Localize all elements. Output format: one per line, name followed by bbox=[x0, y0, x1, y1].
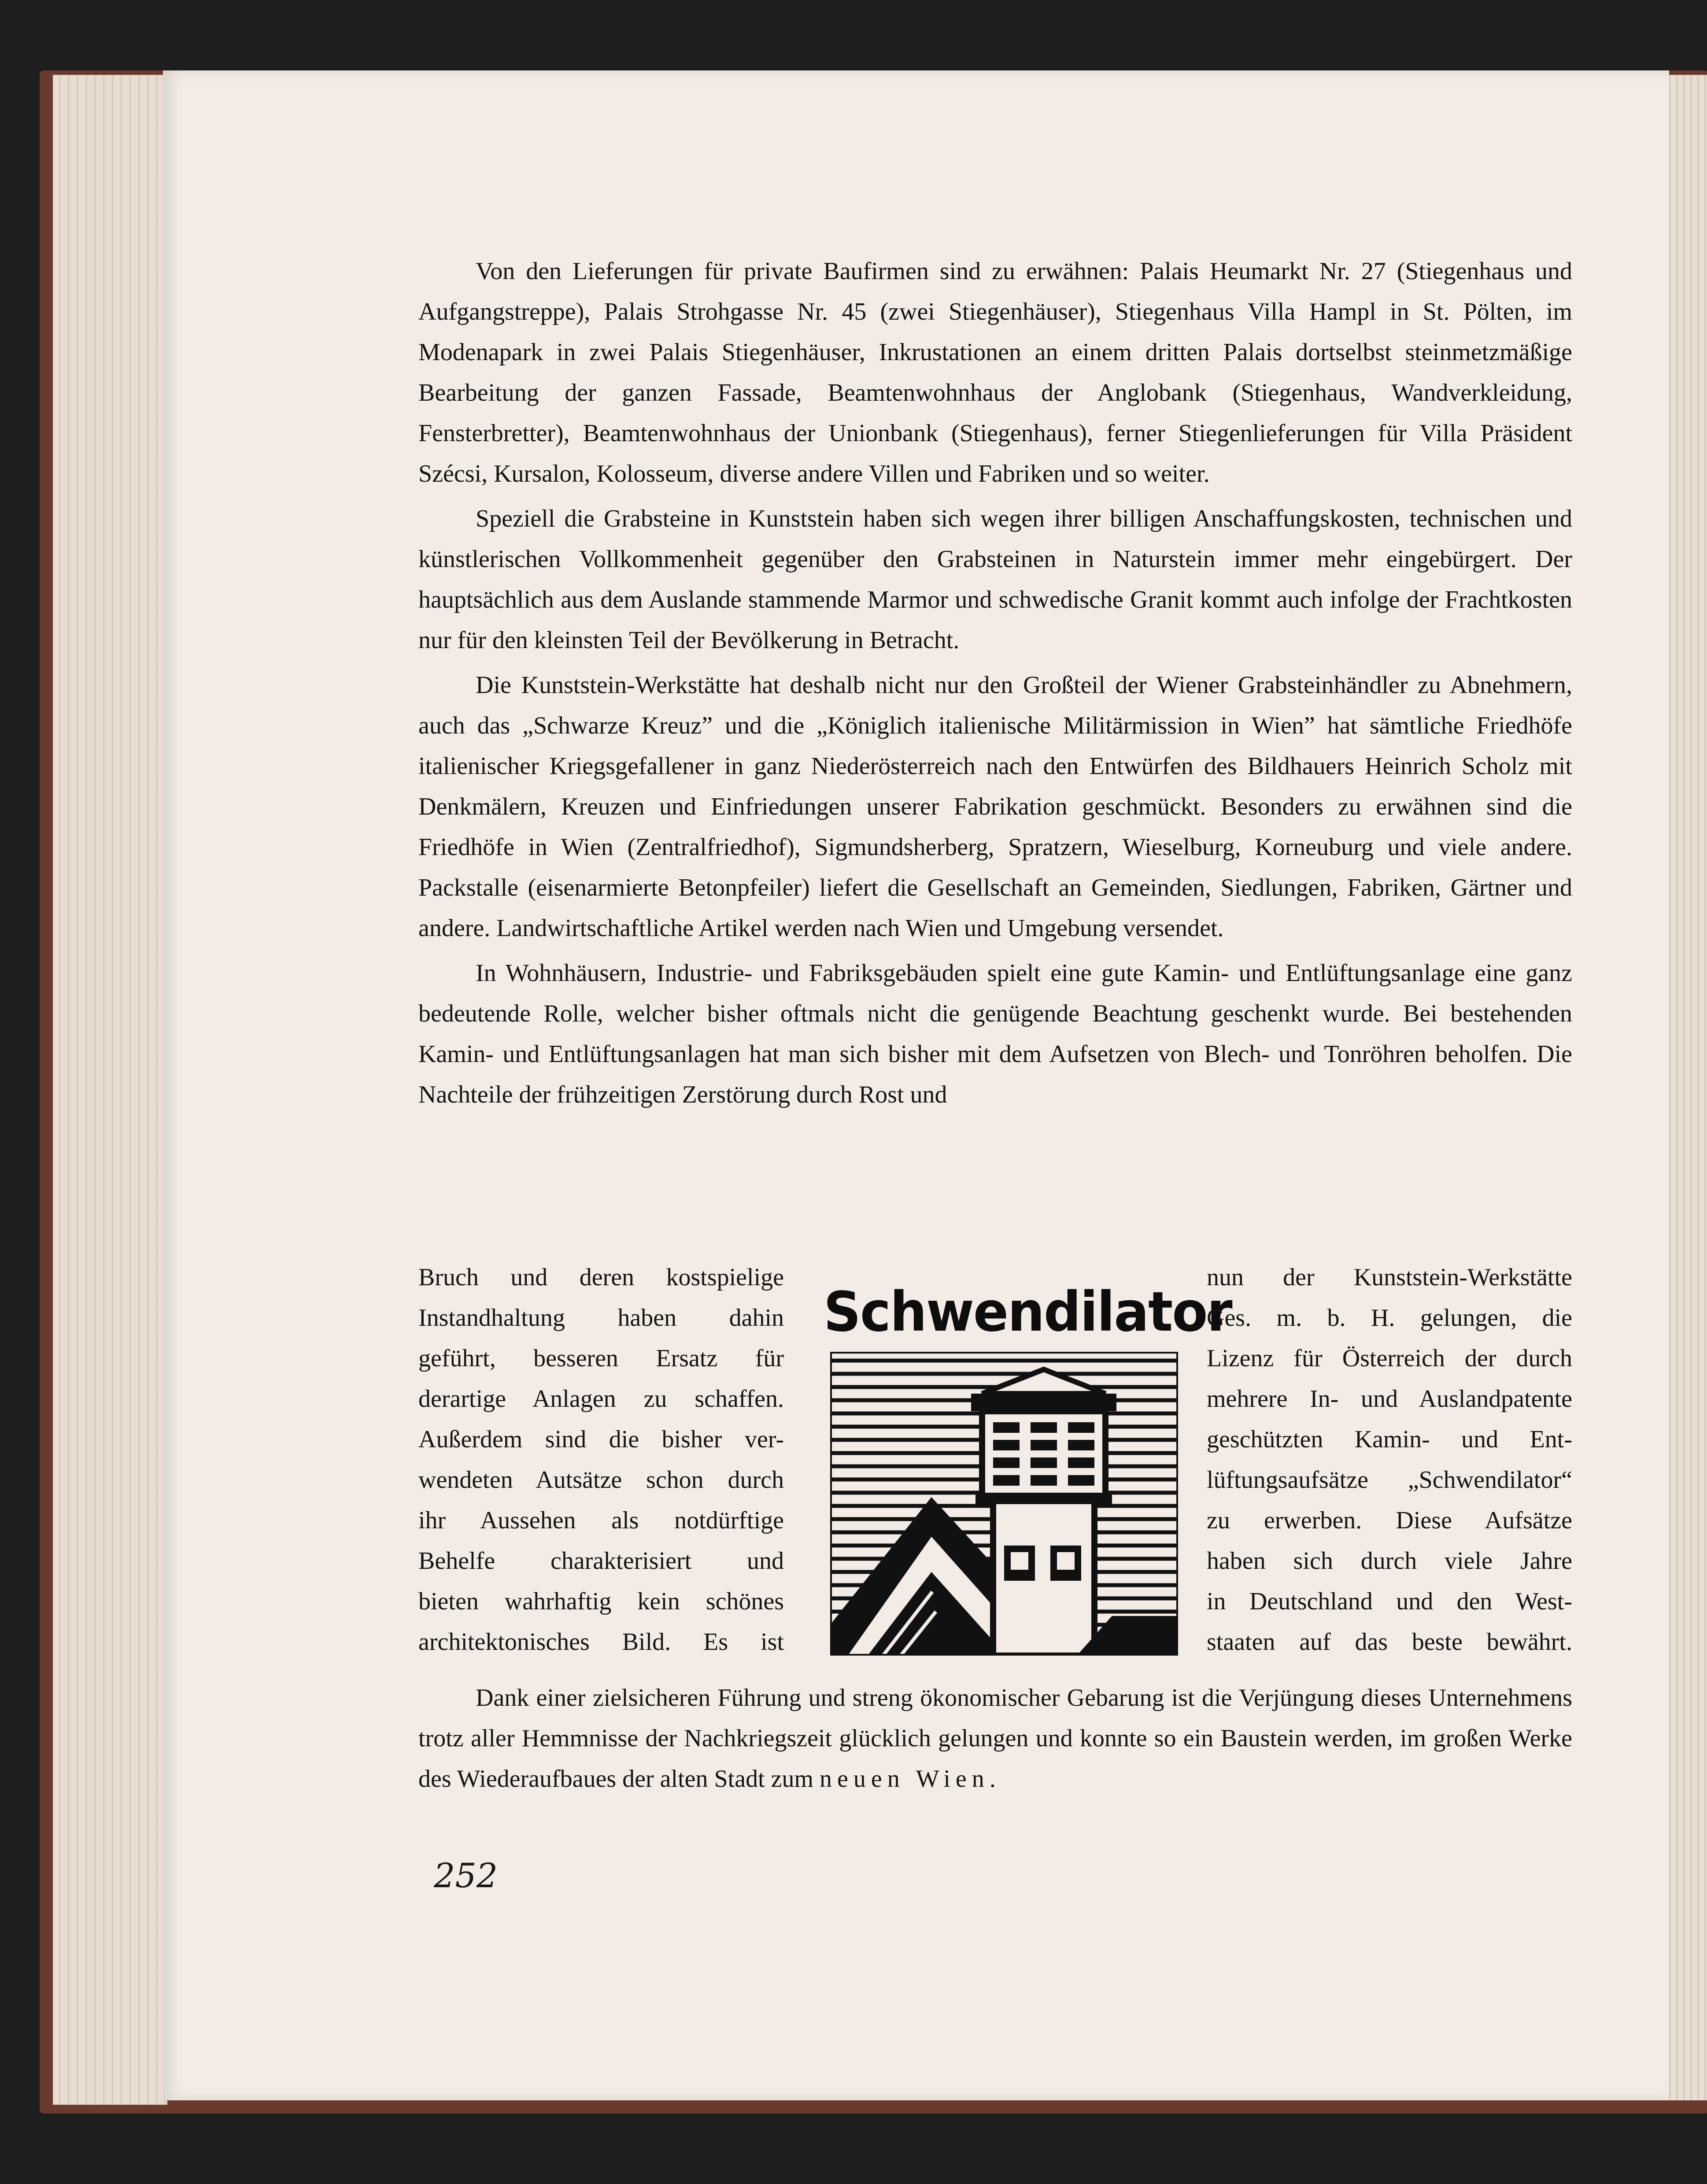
paragraph-lieferungen: Von den Lieferungen für private Baufirmen sind zu erwähnen: Palais Heumarkt Nr. 27 (Stiegenhaus und Aufgangstreppe), Palais Strohgasse Nr. 45 (zwei Stiegenhäuser), Stiegenhaus Villa Hampl in St. Pölten, im Modenapark in zwei Palais Stiegenhäuser, Inkrustationen an einem dritten Palais dortselbst steinmetzmäßige Bearbeitung der ganzen Fassade, Beamtenwohnhaus der Anglobank (Stiegenhaus, Wandverkleidung, Fensterbretter), Beamtenwohnhaus der Unionbank (Stiegenhaus), ferner Stiegenlieferungen für Villa Präsident Szécsi, Kursalon, Kolosseum, diverse andere Villen und Fabriken und so weiter. bbox=[418, 258, 1572, 487]
left-column-line: Behelfe charakterisiert und bbox=[418, 1547, 784, 1575]
right-column-line: Ges. m. b. H. gelungen, die bbox=[1207, 1304, 1572, 1332]
right-column-line: Lizenz für Österreich der durch bbox=[1207, 1345, 1572, 1372]
left-column-line: Instandhaltung haben dahin bbox=[418, 1304, 784, 1332]
left-column-line: wendeten Autsätze schon durch bbox=[418, 1466, 784, 1494]
closing-text: Dank einer zielsicheren Führung und streng ökonomischer Gebarung ist die Verjüngung dieses Unternehmens trotz aller Hemmnisse der Nachkriegszeit glücklich gelungen und konnte so ein Baustein werden, im großen Werke des Wiederaufbaues der alten Stadt zum bbox=[418, 1684, 1572, 1793]
paragraph-grabsteine: Speziell die Grabsteine in Kunststein haben sich wegen ihrer billigen Anschaffungskosten, technischen und künstlerischen Vollkommenheit gegenüber den Grabsteinen in Naturstein immer mehr eingebürgert. Der hauptsächlich aus dem Auslande stammende Marmor und schwedische Granit kommt auch infolge der Frachtkosten nur für den kleinsten Teil der Bevölkerung in Betracht. bbox=[418, 505, 1572, 654]
left-column-line: Außerdem sind die bisher ver- bbox=[418, 1426, 784, 1453]
right-column-line: zu erwerben. Diese Aufsätze bbox=[1207, 1507, 1572, 1534]
chimney-illustration bbox=[830, 1352, 1178, 1656]
logo-title: Schwendilator bbox=[824, 1280, 1232, 1344]
right-column-line: in Deutschland und den West- bbox=[1207, 1588, 1572, 1615]
paragraph-verjuengung bbox=[418, 1678, 1572, 1799]
page-number: 252 bbox=[434, 1856, 498, 1895]
page-edges-right bbox=[1665, 75, 1707, 2100]
left-column-line: derartige Anlagen zu schaffen. bbox=[418, 1385, 784, 1413]
body-text-bottom bbox=[418, 1678, 1572, 1804]
closing-emphasis: neuen Wien. bbox=[820, 1765, 1001, 1793]
right-column-line: staaten auf das beste bewährt. bbox=[1207, 1628, 1572, 1656]
right-column-line: haben sich durch viele Jahre bbox=[1207, 1547, 1572, 1575]
right-column-line: lüftungsaufsätze „Schwendilator“ bbox=[1207, 1466, 1572, 1494]
left-column-line: bieten wahrhaftig kein schönes bbox=[418, 1588, 784, 1615]
left-column-line: architektonisches Bild. Es ist bbox=[418, 1628, 784, 1656]
page-edges-left bbox=[53, 75, 167, 2105]
left-column-line: Bruch und deren kostspielige bbox=[418, 1264, 784, 1291]
schwendilator-logo bbox=[824, 1280, 1232, 1658]
left-column-line: geführt, besseren Ersatz für bbox=[418, 1345, 784, 1372]
figure-with-columns bbox=[418, 1257, 1572, 1675]
right-column-line: mehrere In- und Auslandpatente bbox=[1207, 1385, 1572, 1413]
paragraph-kunststein-werkstaette: Die Kunststein-Werkstätte hat deshalb nicht nur den Großteil der Wiener Grabsteinhändler zu Abnehmern, auch das „Schwarze Kreuz” und die „Königlich italienische Militärmission in Wien” hat sämtliche Friedhöfe italienischer Kriegsgefallener in ganz Niederösterreich nach den Entwürfen des Bildhauers Heinrich Scholz mit Denkmälern, Kreuzen und Einfriedungen unserer Fabrikation geschmückt. Besonders zu erwähnen sind die Friedhöfe in Wien (Zentralfriedhof), Sigmundsherberg, Spratzern, Wieselburg, Korneuburg und viele andere. Packstalle (eisenarmierte Betonpfeiler) liefert die Gesellschaft an Gemeinden, Siedlungen, Fabriken, Gärtner und andere. Landwirtschaftliche Artikel werden nach Wien und Umgebung versendet. bbox=[418, 671, 1572, 942]
body-text-top bbox=[418, 251, 1572, 1119]
left-column-line: ihr Aussehen als notdürftige bbox=[418, 1507, 784, 1534]
paragraph-kaminanlagen: In Wohnhäusern, Industrie- und Fabriksgebäuden spielt eine gute Kamin- und Entlüftungsanlage eine ganz bedeutende Rolle, welcher bisher oftmals nicht die genügende Beachtung geschenkt wurde. Bei bestehenden Kamin- und Entlüftungsanlagen hat man sich bisher mit dem Aufsetzen von Blech- und Tonröhren beholfen. Die Nachteile der frühzeitigen Zerstörung durch Rost und bbox=[418, 959, 1572, 1108]
right-column-line: geschützten Kamin- und Ent- bbox=[1207, 1426, 1572, 1453]
right-text-column bbox=[1207, 1257, 1572, 1662]
left-text-column bbox=[418, 1257, 784, 1662]
right-column-line: nun der Kunststein-Werkstätte bbox=[1207, 1264, 1572, 1291]
